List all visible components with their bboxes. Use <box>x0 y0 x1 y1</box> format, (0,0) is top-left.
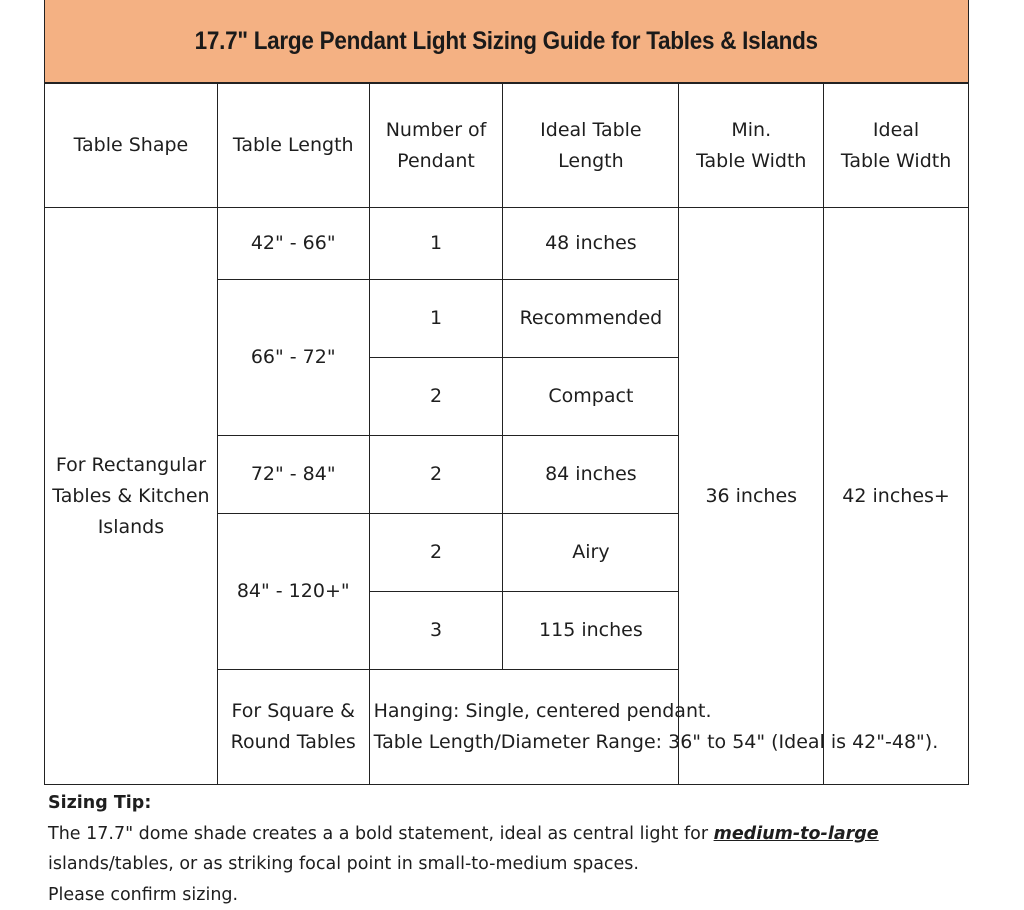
length-cell: 72" - 84" <box>217 436 369 514</box>
title-banner <box>44 0 969 83</box>
header-ideal-table-length: Ideal Table Length <box>503 84 679 208</box>
sizing-tip-heading: Sizing Tip: <box>48 793 152 813</box>
pendant-count-cell: 3 <box>369 592 503 670</box>
pendant-count-cell: 2 <box>369 358 503 436</box>
square-round-details <box>369 670 968 785</box>
ideal-length-cell: Compact <box>503 358 679 436</box>
header-min-table-width: Min. Table Width <box>679 84 824 208</box>
ideal-length-cell: 84 inches <box>503 436 679 514</box>
header-row <box>45 84 969 208</box>
pendant-count-cell: 2 <box>369 436 503 514</box>
sizing-tip-emphasis: medium-to-large <box>713 824 879 844</box>
shape-square-round-cell: For Square & Round Tables <box>217 670 369 785</box>
pendant-count-cell: 1 <box>369 208 503 280</box>
min-width-cell: 36 inches <box>679 208 824 785</box>
diameter-range-text: Table Length/Diameter Range: 36" to 54" (Ideal is 42"-48"). <box>373 731 939 753</box>
header-table-length: Table Length <box>217 84 369 208</box>
hanging-text: Hanging: Single, centered pendant. <box>373 700 712 722</box>
ideal-length-cell: 115 inches <box>503 592 679 670</box>
sizing-tip-line-3: Please confirm sizing. <box>48 885 239 905</box>
header-table-shape: Table Shape <box>45 84 218 208</box>
length-cell: 84" - 120+" <box>217 514 369 670</box>
sizing-tip-line-2: islands/tables, or as striking focal point in small-to-medium spaces. <box>48 854 639 874</box>
length-cell: 42" - 66" <box>217 208 369 280</box>
shape-rectangular-cell: For Rectangular Tables & Kitchen Islands <box>45 208 218 785</box>
sizing-table <box>44 83 969 785</box>
length-cell: 66" - 72" <box>217 280 369 436</box>
ideal-length-cell: Airy <box>503 514 679 592</box>
sizing-tip-line-1: The 17.7" dome shade creates a a bold statement, ideal as central light for medium-to-large <box>48 819 883 849</box>
pendant-count-cell: 2 <box>369 514 503 592</box>
header-ideal-table-width: Ideal Table Width <box>824 84 969 208</box>
ideal-length-cell: Recommended <box>503 280 679 358</box>
table-row <box>45 208 969 280</box>
header-number-of-pendant: Number of Pendant <box>369 84 503 208</box>
page-title: 17.7" Large Pendant Light Sizing Guide for Tables & Islands <box>194 26 819 55</box>
pendant-count-cell: 1 <box>369 280 503 358</box>
ideal-length-cell: 48 inches <box>503 208 679 280</box>
ideal-width-cell: 42 inches+ <box>824 208 969 785</box>
